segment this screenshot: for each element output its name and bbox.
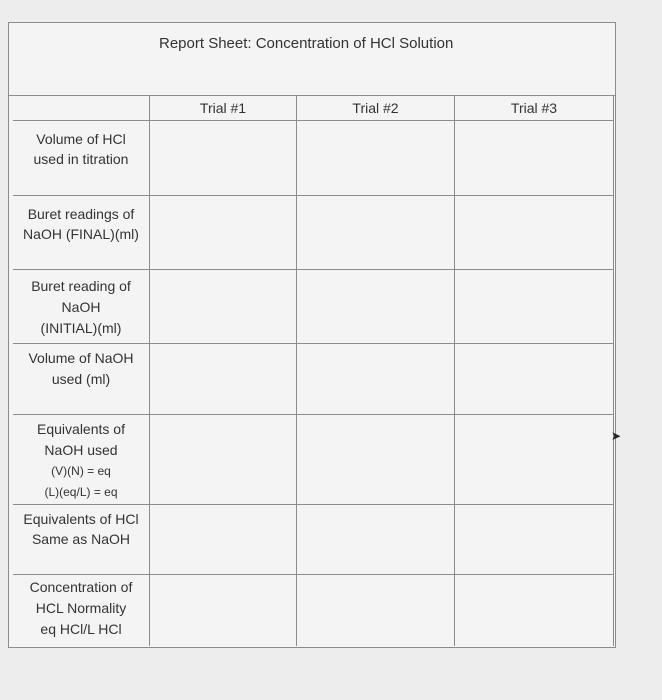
- header-trial-2-label: Trial #2: [352, 99, 399, 116]
- row-label-line: Same as NaOH: [31, 531, 131, 547]
- row-label-equivalents-hcl: [13, 505, 150, 575]
- cell-volume-hcl-trial-1[interactable]: [150, 121, 297, 196]
- header-trial-3: [455, 95, 614, 121]
- title-row: [9, 23, 615, 96]
- row-label-line: NaOH used: [44, 442, 118, 458]
- cell-buret-initial-trial-2[interactable]: [297, 270, 455, 344]
- row-label-volume-hcl: [13, 121, 150, 196]
- cell-equivalents-naoh-trial-1[interactable]: [150, 415, 297, 505]
- cell-buret-initial-trial-1[interactable]: [150, 270, 297, 344]
- cell-volume-naoh-trial-2[interactable]: [297, 344, 455, 415]
- cell-buret-final-trial-3[interactable]: [455, 196, 614, 270]
- cell-buret-final-trial-1[interactable]: [150, 196, 297, 270]
- cell-volume-naoh-trial-1[interactable]: [150, 344, 297, 415]
- header-trial-1: [150, 95, 297, 121]
- cell-concentration-trial-3[interactable]: [455, 575, 614, 646]
- header-trial-2: [297, 95, 455, 121]
- row-label-line: (V)(N) = eq: [51, 464, 111, 478]
- row-label-volume-naoh: [13, 344, 150, 415]
- cell-concentration-trial-2[interactable]: [297, 575, 455, 646]
- cell-buret-initial-trial-3[interactable]: [455, 270, 614, 344]
- row-label-line: NaOH: [61, 299, 101, 315]
- row-label-concentration-hcl: [13, 575, 150, 646]
- cell-volume-hcl-trial-2[interactable]: [297, 121, 455, 196]
- cell-concentration-trial-1[interactable]: [150, 575, 297, 646]
- row-label-line: used (ml): [51, 371, 111, 387]
- report-sheet: [8, 22, 616, 648]
- cell-volume-hcl-trial-3[interactable]: [455, 121, 614, 196]
- header-trial-1-label: Trial #1: [199, 99, 247, 116]
- mouse-cursor-icon: ➤: [611, 429, 622, 443]
- header-trial-3-label: Trial #3: [510, 99, 558, 116]
- cell-volume-naoh-trial-3[interactable]: [455, 344, 614, 415]
- row-label-line: Volume of NaOH: [28, 350, 134, 366]
- row-label-line: Equivalents of HCl: [23, 511, 139, 527]
- row-label-line: used in titration: [33, 151, 129, 167]
- cell-equivalents-naoh-trial-3[interactable]: [455, 415, 614, 505]
- row-label-line: HCL Normality: [35, 600, 127, 616]
- row-label-line: Equivalents of: [37, 421, 125, 437]
- row-label-line: NaOH (FINAL)(ml): [23, 226, 139, 242]
- sheet-title: Report Sheet: Concentration of HCl Solution: [159, 35, 454, 52]
- row-label-equivalents-naoh: [13, 415, 150, 505]
- row-label-line: Buret readings of: [27, 206, 135, 222]
- row-label-line: Concentration of: [29, 579, 133, 595]
- cell-equivalents-hcl-trial-2[interactable]: [297, 505, 455, 575]
- row-label-buret-final: [13, 196, 150, 270]
- row-label-line: (INITIAL)(ml): [40, 320, 122, 336]
- cell-buret-final-trial-2[interactable]: [297, 196, 455, 270]
- row-label-line: eq HCl/L HCl: [40, 621, 122, 637]
- cell-equivalents-naoh-trial-2[interactable]: [297, 415, 455, 505]
- row-label-line: (L)(eq/L) = eq: [44, 485, 118, 499]
- row-label-line: Buret reading of: [31, 278, 131, 294]
- row-label-buret-initial: [13, 270, 150, 344]
- cell-equivalents-hcl-trial-3[interactable]: [455, 505, 614, 575]
- row-label-line: Volume of HCl: [36, 131, 126, 147]
- cell-equivalents-hcl-trial-1[interactable]: [150, 505, 297, 575]
- header-blank-cell: [13, 95, 150, 121]
